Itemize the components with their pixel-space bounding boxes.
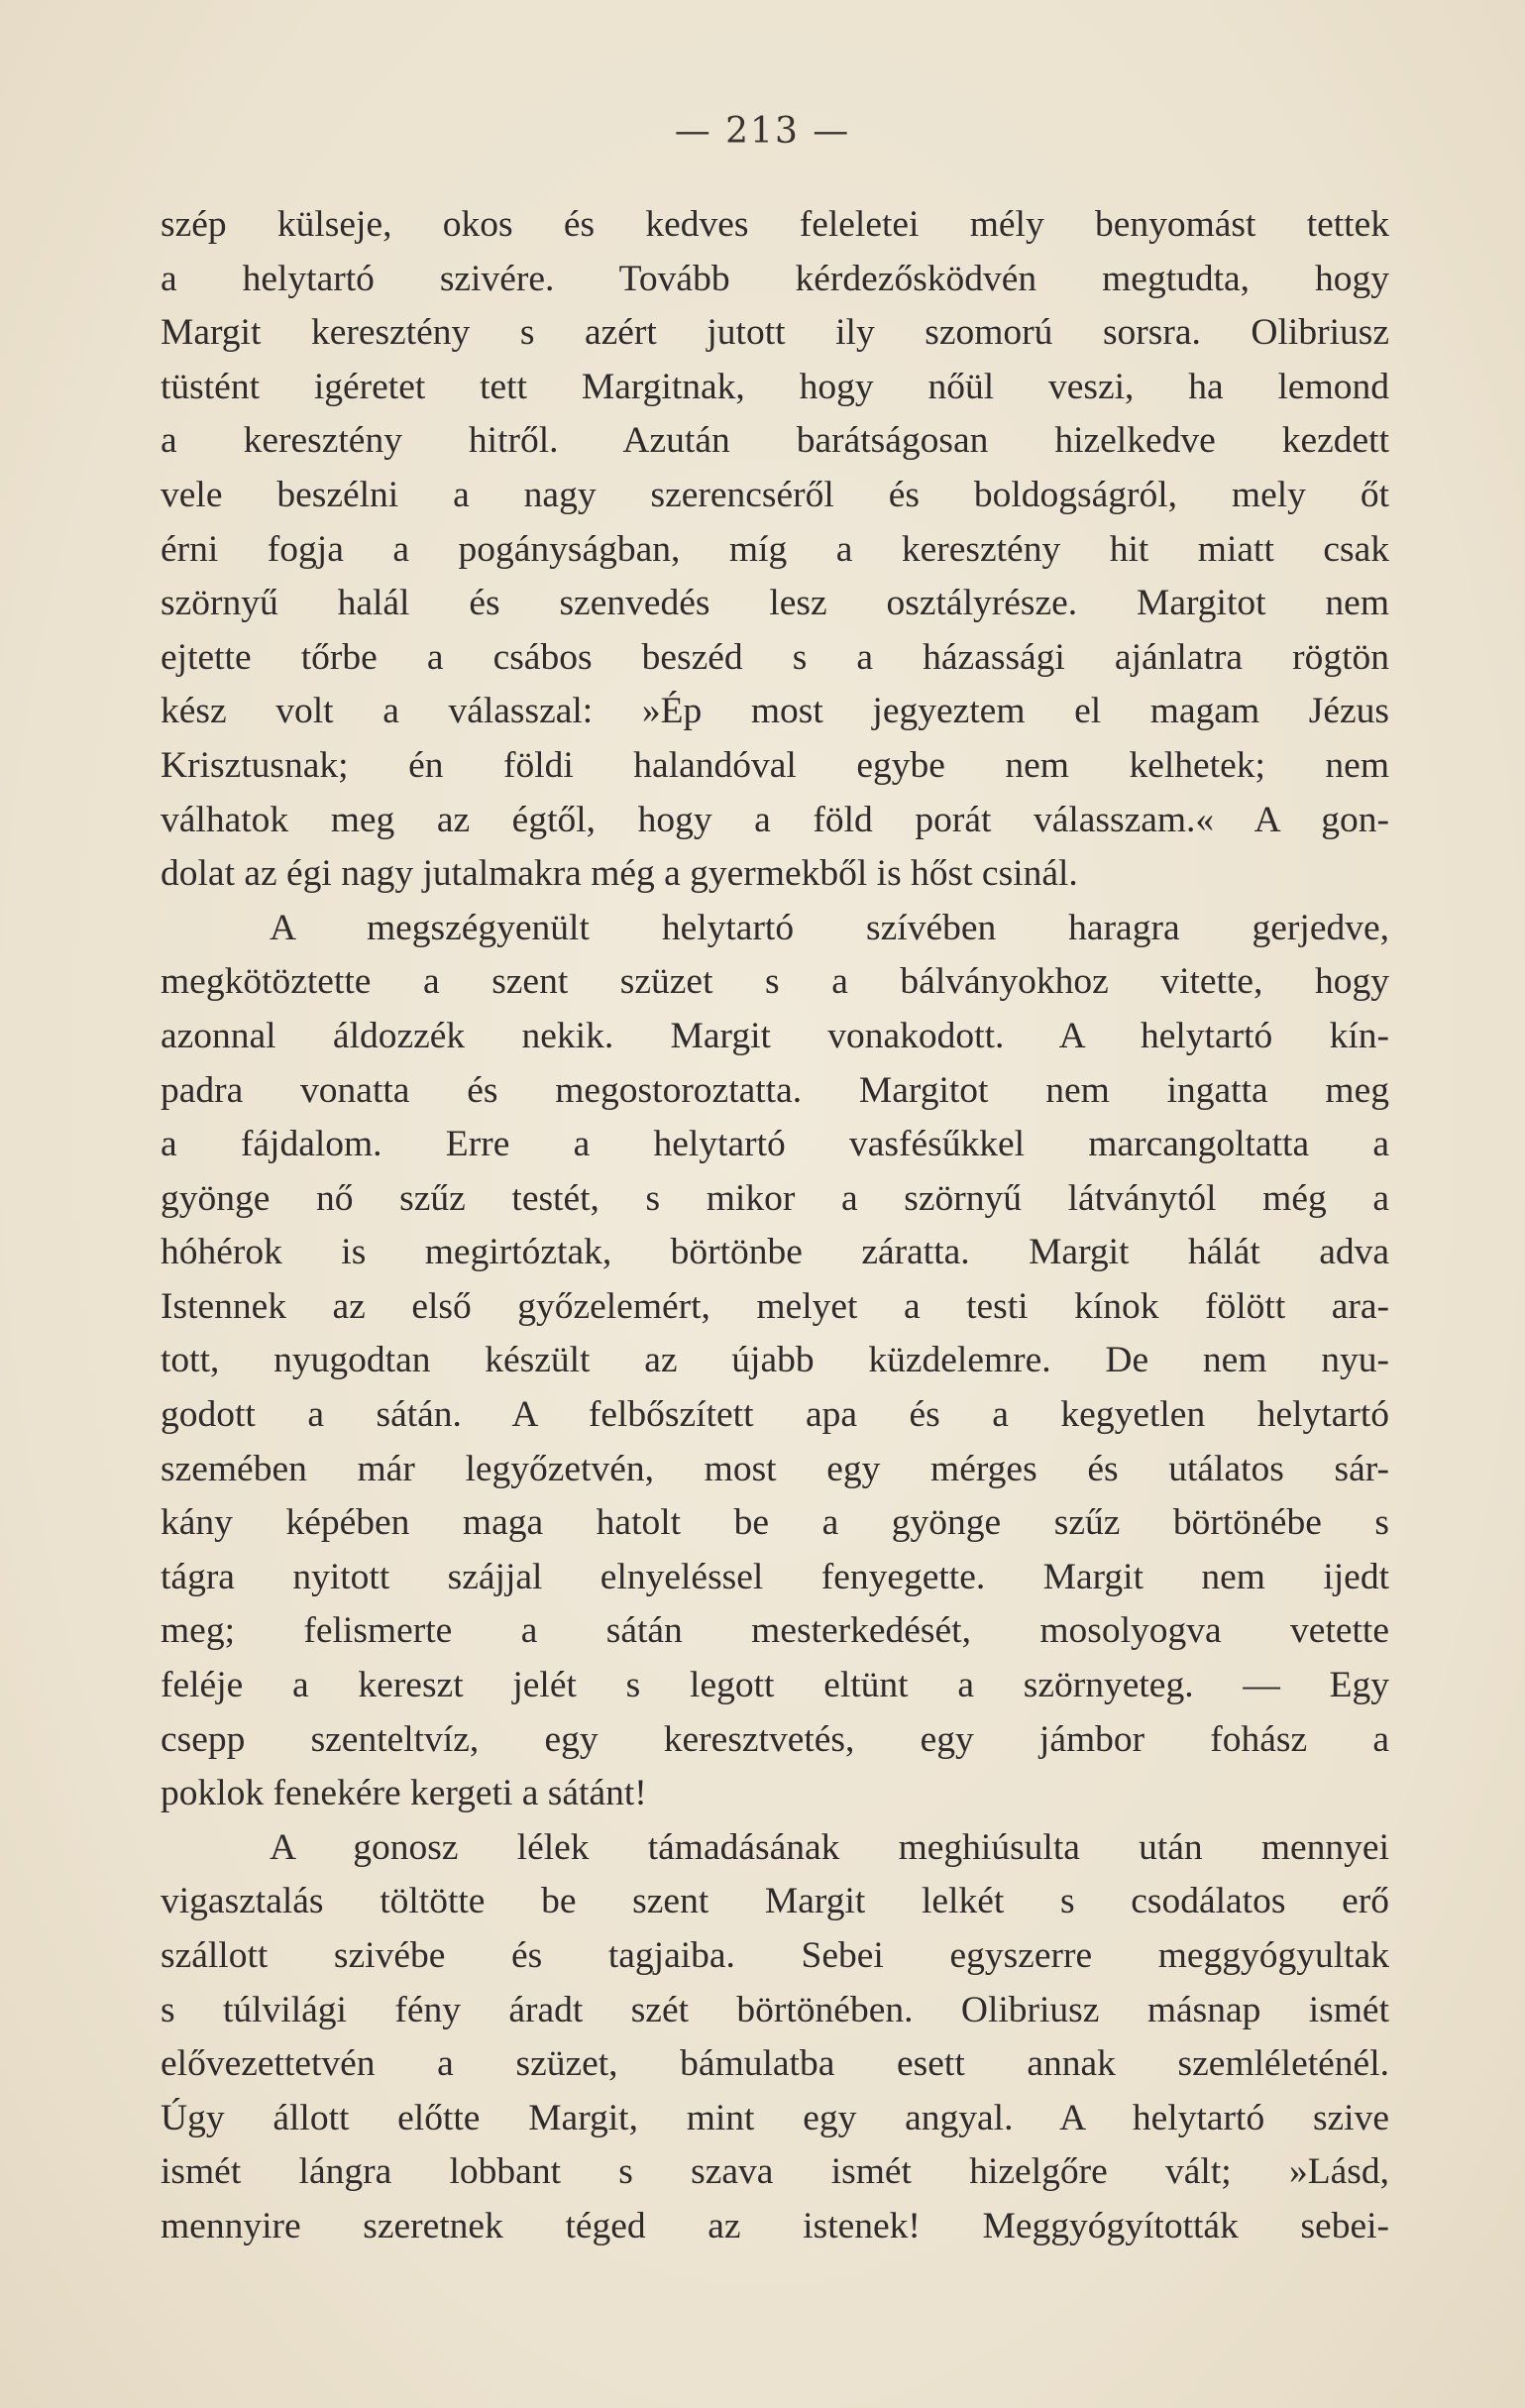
text-line: szép külseje, okos és kedves feleletei mély benyomást tettek (161, 204, 1389, 245)
text-line: ismét lángra lobbant s szava ismét hizelgőre vált; »Lásd, (161, 2151, 1389, 2193)
text-line: Krisztusnak; én földi halandóval egybe nem kelhetek; nem (161, 744, 1389, 786)
page-number: — 213 — (674, 111, 851, 152)
text-line: dolat az égi nagy jutalmakra még a gyermekből is hőst csinál. (161, 853, 1078, 895)
text-line: s túlvilági fény áradt szét börtönében. Olibriusz másnap ismét (161, 1989, 1389, 2030)
text-line: a fájdalom. Erre a helytartó vasfésűkkel marcangoltatta a (161, 1124, 1389, 1165)
text-line: tágra nyitott szájjal elnyeléssel fenyegette. Margit nem ijedt (161, 1556, 1389, 1597)
text-line: poklok fenekére kergeti a sátánt! (161, 1773, 647, 1814)
body-text (161, 198, 1389, 2254)
text-line: A gonosz lélek támadásának meghiúsulta után mennyei (270, 1826, 1389, 1868)
text-line: tott, nyugodtan készült az újabb küzdelemre. De nem nyu- (161, 1340, 1389, 1381)
text-line: a helytartó szivére. Tovább kérdezősködvén megtudta, hogy (161, 258, 1389, 299)
text-line: a keresztény hitről. Azután barátságosan hizelkedve kezdett (161, 420, 1389, 462)
text-line: szállott szivébe és tagjaiba. Sebei egyszerre meggyógyultak (161, 1935, 1389, 1976)
text-line: A megszégyenült helytartó szívében haragra gerjedve, (270, 907, 1389, 948)
text-line: feléje a kereszt jelét s legott eltünt a szörnyeteg. — Egy (161, 1665, 1389, 1706)
text-line: tüstént igéretet tett Margitnak, hogy nőül veszi, ha lemond (161, 366, 1389, 407)
text-line: Istennek az első győzelemért, melyet a testi kínok fölött ara- (161, 1285, 1389, 1327)
text-line: hóhérok is megirtóztak, börtönbe záratta. Margit hálát adva (161, 1232, 1389, 1273)
text-line: megkötöztette a szent szüzet s a bálványokhoz vitette, hogy (161, 961, 1389, 1003)
text-line: gyönge nő szűz testét, s mikor a szörnyű látványtól még a (161, 1177, 1389, 1219)
text-line: godott a sátán. A felbőszített apa és a kegyetlen helytartó (161, 1394, 1389, 1436)
text-line: válhatok meg az égtől, hogy a föld porát válasszam.« A gon- (161, 799, 1389, 840)
text-line: Úgy állott előtte Margit, mint egy angyal. A helytartó szive (161, 2097, 1389, 2138)
text-line: meg; felismerte a sátán mesterkedését, mosolyogva vetette (161, 1610, 1389, 1652)
text-line: ejtette tőrbe a csábos beszéd s a házassági ajánlatra rögtön (161, 636, 1389, 678)
text-line: szemében már legyőzetvén, most egy mérges és utálatos sár- (161, 1448, 1389, 1489)
text-line: szörnyű halál és szenvedés lesz osztályrésze. Margitot nem (161, 583, 1389, 624)
text-line: kész volt a válasszal: »Ép most jegyeztem el magam Jézus (161, 691, 1389, 732)
text-line: elővezettetvén a szüzet, bámulatba esett annak szemléleténél. (161, 2043, 1389, 2085)
text-line: vigasztalás töltötte be szent Margit lelkét s csodálatos erő (161, 1881, 1389, 1922)
text-line: kány képében maga hatolt be a gyönge szűz börtönébe s (161, 1502, 1389, 1544)
text-line: Margit keresztény s azért jutott ily szomorú sorsra. Olibriusz (161, 312, 1389, 354)
text-line: padra vonatta és megostoroztatta. Margitot nem ingatta meg (161, 1069, 1389, 1111)
text-line: azonnal áldozzék nekik. Margit vonakodott. A helytartó kín- (161, 1015, 1389, 1056)
text-line: csepp szenteltvíz, egy keresztvetés, egy jámbor fohász a (161, 1718, 1389, 1760)
text-line: vele beszélni a nagy szerencséről és boldogságról, mely őt (161, 474, 1389, 515)
text-line: mennyire szeretnek téged az istenek! Meggyógyították sebei- (161, 2205, 1389, 2246)
text-line: érni fogja a pogányságban, míg a keresztény hit miatt csak (161, 528, 1389, 570)
